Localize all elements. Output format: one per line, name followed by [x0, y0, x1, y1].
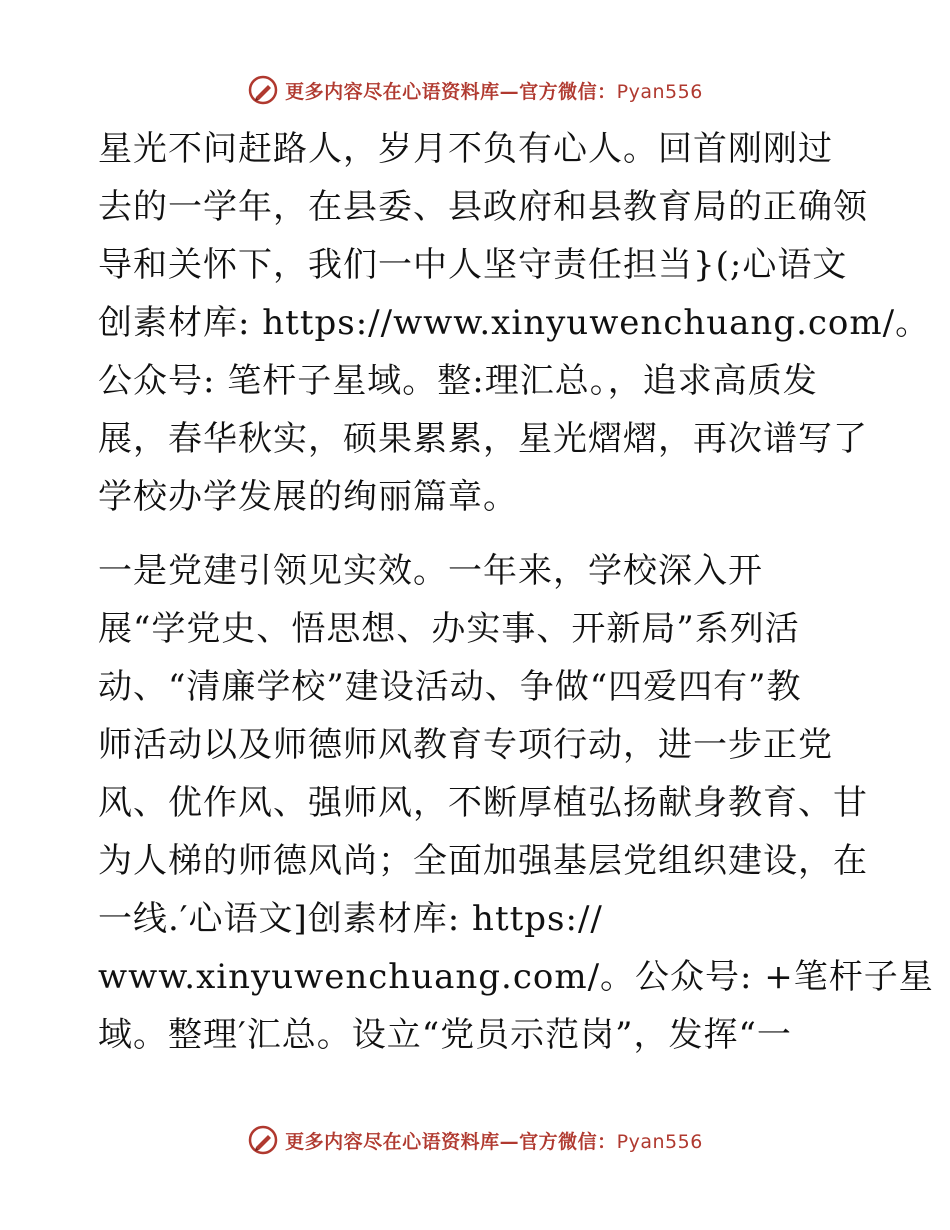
text-line: www.xinyuwenchuang.com/。公众号: +笔杆子星	[98, 957, 934, 997]
text-line: 创素材库: https://www.xinyuwenchuang.com/。	[98, 303, 931, 343]
text-line: 为人梯的师德风尚；全面加强基层党组织建设，在	[98, 841, 868, 881]
text-line: 一线.′心语文]创素材库: https://	[98, 899, 603, 939]
pen-logo-icon	[247, 74, 279, 106]
text-line: 动、“清廉学校”建设活动、争做“四爱四有”教	[98, 667, 802, 707]
footer-banner	[0, 1120, 950, 1160]
text-line: 公众号: 笔杆子星域。整:理汇总。，追求高质发	[98, 361, 818, 401]
text-line: 学校办学发展的绚丽篇章。	[98, 477, 518, 517]
paragraph-1	[98, 120, 931, 526]
text-line: 师活动以及师德师风教育专项行动，进一步正党	[98, 725, 833, 765]
text-line: 展“学党史、悟思想、办实事、开新局”系列活	[98, 609, 800, 649]
text-line: 展，春华秋实，硕果累累，星光熠熠，再次谱写了	[98, 419, 868, 459]
text-line: 去的一学年，在县委、县政府和县教育局的正确领	[98, 187, 868, 227]
text-line: 导和关怀下，我们一中人坚守责任担当}(;心语文	[98, 245, 848, 285]
banner-text: 更多内容尽在心语资料库—官方微信：Pyan556	[285, 80, 703, 103]
document-body	[98, 120, 934, 1064]
text-line: 星光不问赶路人，岁月不负有心人。回首刚刚过	[98, 129, 833, 169]
pen-logo-icon	[247, 1124, 279, 1156]
banner-text: 更多内容尽在心语资料库—官方微信：Pyan556	[285, 1130, 703, 1153]
header-banner	[0, 70, 950, 110]
text-line: 一是党建引领见实效。一年来，学校深入开	[98, 551, 763, 591]
paragraph-2	[98, 542, 934, 1064]
text-line: 域。整理′汇总。设立“党员示范岗”，发挥“一	[98, 1015, 792, 1055]
text-line: 风、优作风、强师风，不断厚植弘扬献身教育、甘	[98, 783, 868, 823]
